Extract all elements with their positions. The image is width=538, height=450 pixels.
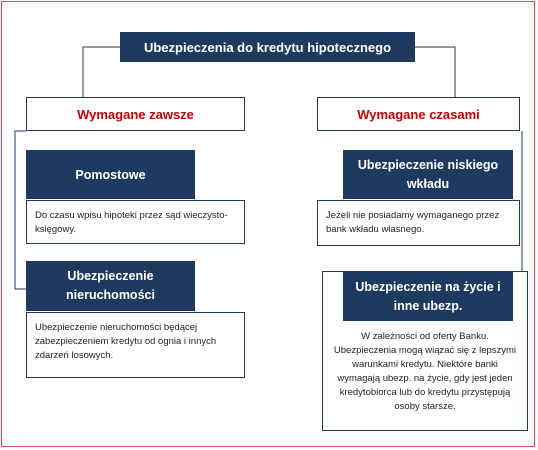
item-property-title-box <box>26 261 195 311</box>
category-sometimes-label: Wymagane czasami <box>357 106 480 122</box>
item-property-description: Ubezpieczenie nieruchomości będącej zabezpieczeniem kredytu od ognia i innych zdarzeń losowych. <box>35 322 217 361</box>
item-bridge-title-box <box>26 150 195 199</box>
root-title: Ubezpieczenia do kredytu hipotecznego <box>143 39 392 55</box>
item-life-title-box <box>343 272 513 321</box>
item-bridge-description: Do czasu wpisu hipoteki przez sąd wieczysto-księgowy. <box>35 210 228 235</box>
category-sometimes <box>317 97 520 131</box>
item-property-description-box <box>26 312 245 378</box>
item-bridge-title: Pomostowe <box>75 167 146 182</box>
item-property-title: Ubezpieczenie nieruchomości <box>66 269 155 302</box>
category-always <box>26 97 245 131</box>
item-low-deposit-title-box <box>343 150 513 199</box>
connector-root-left <box>83 47 120 97</box>
item-low-deposit-description-box <box>317 200 520 246</box>
category-always-label: Wymagane zawsze <box>77 106 194 122</box>
item-low-deposit-title: Ubezpieczenie niskiego wkładu <box>357 157 499 191</box>
item-life-description: W zależności od oferty Banku. Ubezpieczenia mogą wiązać się z lepszymi warunkami kredytu. Niektóre banki wymagają ubezp. na życie, gdy jest jeden kredytobiorca lub do kredytu przystępują osoby starsze. <box>333 331 517 412</box>
connector-left-branch <box>15 131 26 289</box>
connector-root-right <box>415 47 455 97</box>
item-low-deposit-description: Jeżeli nie posiadamy wymaganego przez bank wkładu własnego. <box>326 210 500 235</box>
item-life-title: Ubezpieczenie na życie i inne ubezp. <box>355 279 501 313</box>
root-node <box>120 32 415 62</box>
item-bridge-description-box <box>26 200 245 244</box>
